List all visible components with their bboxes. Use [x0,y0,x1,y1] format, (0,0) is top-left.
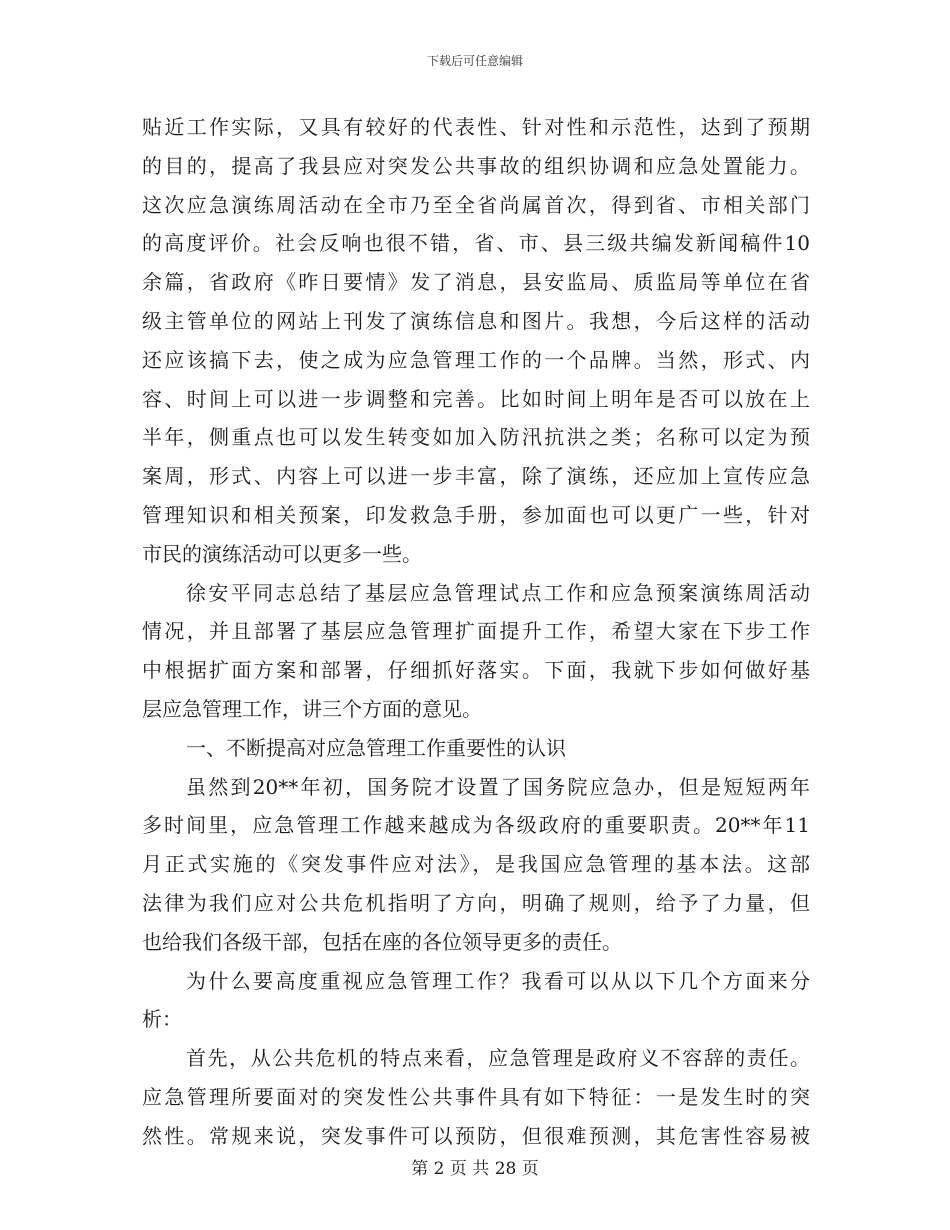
section-heading: 一、不断提高对应急管理工作重要性的认识 [186,735,566,760]
text-line: 多时间里，应急管理工作越来越成为各级政府的重要职责。20**年11 [142,813,810,838]
text-line: 案周，形式、内容上可以进一步丰富，除了演练，还应加上宣传应急 [142,464,810,489]
text-line: 的高度评价。社会反响也很不错，省、市、县三级共编发新闻稿件10 [142,231,810,256]
text-line: 然性。常规来说，突发事件可以预防，但很难预测，其危害性容易被 [142,1123,810,1148]
text-line: 还应该搞下去，使之成为应急管理工作的一个品牌。当然，形式、内 [142,347,810,372]
text-line: 也给我们各级干部，包括在座的各位领导更多的责任。 [142,929,622,954]
document-body [142,108,810,1156]
text-line: 的目的，提高了我县应对突发公共事故的组织协调和应急处置能力。 [142,153,810,178]
text-line: 法律为我们应对公共危机指明了方向，明确了规则，给予了力量，但 [142,890,810,915]
text-line: 首先，从公共危机的特点来看，应急管理是政府义不容辞的责任。 [186,1046,810,1071]
text-line: 余篇，省政府《昨日要情》发了消息，县安监局、质监局等单位在省 [142,270,810,295]
text-line: 这次应急演练周活动在全市乃至全省尚属首次，得到省、市相关部门 [142,192,810,217]
page-header: 下载后可任意编辑 [426,54,523,68]
text-line: 管理知识和相关预案，印发救急手册，参加面也可以更广一些，针对 [142,502,810,527]
text-line: 中根据扩面方案和部署，仔细抓好落实。下面，我就下步如何做好基 [142,658,810,683]
text-line: 容、时间上可以进一步调整和完善。比如时间上明年是否可以放在上 [142,386,810,411]
text-line: 半年，侧重点也可以发生转变如加入防汛抗洪之类；名称可以定为预 [142,425,810,450]
text-line: 市民的演练活动可以更多一些。 [142,541,422,566]
text-line: 贴近工作实际，又具有较好的代表性、针对性和示范性，达到了预期 [142,115,810,139]
text-line: 虽然到20**年初，国务院才设置了国务院应急办，但是短短两年 [186,774,810,799]
text-line: 级主管单位的网站上刊发了演练信息和图片。我想，今后这样的活动 [142,308,810,333]
text-line: 情况，并且部署了基层应急管理扩面提升工作，希望大家在下步工作 [142,619,810,644]
text-line: 月正式实施的《突发事件应对法》，是我国应急管理的基本法。这部 [142,852,810,877]
text-line: 徐安平同志总结了基层应急管理试点工作和应急预案演练周活动 [186,580,810,605]
page-footer: 第 2 页 共 28 页 [411,1159,539,1179]
text-line: 层应急管理工作，讲三个方面的意见。 [142,696,482,721]
text-line: 为什么要高度重视应急管理工作？我看可以从以下几个方面来分 [186,968,810,993]
text-line: 应急管理所要面对的突发性公共事件具有如下特征：一是发生时的突 [142,1084,810,1109]
text-line: 析： [142,1007,182,1032]
